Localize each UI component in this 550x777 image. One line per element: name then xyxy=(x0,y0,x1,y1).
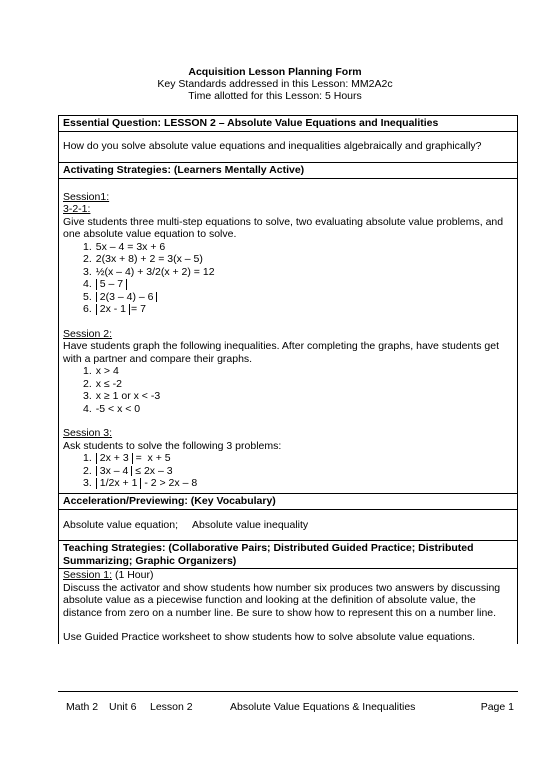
teaching-session-line xyxy=(63,569,513,582)
form-title: Acquisition Lesson Planning Form xyxy=(188,66,362,78)
table-bottom-rule xyxy=(58,691,518,692)
session2-title: Session 2: xyxy=(63,327,113,340)
lesson-table xyxy=(58,115,518,644)
time-allotted: Time allotted for this Lesson: 5 Hours xyxy=(188,90,362,102)
footer-topic: Absolute Value Equations & Inequalities xyxy=(230,701,416,713)
footer-page: Page 1 xyxy=(480,701,514,713)
list-item: 3. 1/2x + 1 - 2 > 2x – 8 xyxy=(83,477,198,489)
session3-title: Session 3: xyxy=(63,427,113,439)
list-item: 1. 5x – 4 = 3x + 6 xyxy=(83,240,166,253)
session1-title: Session1: xyxy=(63,190,110,203)
teaching-strategies-heading: Teaching Strategies: (Collaborative Pairs; Distributed Guided Practice; Distributed Summarizing; Graphic Organizers) xyxy=(59,540,517,569)
list-item: 1. x > 4 xyxy=(83,365,119,377)
key-standards: Key Standards addressed in this Lesson: MM2A2c xyxy=(157,78,393,90)
list-item: 3. x ≥ 1 or x < -3 xyxy=(83,390,161,402)
session3-list xyxy=(63,452,513,490)
list-item: 5. 2(3 – 4) – 6 xyxy=(83,291,513,304)
session1-intro: Give students three multi-step equations to solve, two evaluating absolute value problems, and one absolute value equation to solve. xyxy=(63,215,504,240)
session1-list xyxy=(63,241,513,316)
list-item: 2. 2(3x + 8) + 2 = 3(x – 5) xyxy=(83,253,203,265)
footer-unit: Unit 6 xyxy=(109,701,137,713)
activating-strategies-body xyxy=(59,179,517,493)
footer-course: Math 2 xyxy=(66,701,99,713)
essential-question-heading: Essential Question: LESSON 2 – Absolute Value Equations and Inequalities xyxy=(59,116,517,132)
footer-lesson: Lesson 2 xyxy=(150,701,193,713)
session2-list xyxy=(63,365,513,415)
teaching-session-title: Session 1: xyxy=(63,569,113,581)
key-vocabulary-text: Absolute value equation; Absolute value inequality xyxy=(63,518,309,531)
list-item: 1. 2x + 3 = x + 5 xyxy=(83,452,171,464)
session3-intro: Ask students to solve the following 3 problems: xyxy=(63,439,282,452)
essential-question-text: How do you solve absolute value equations and inequalities algebraically and graphically? xyxy=(63,140,482,152)
activating-strategies-heading: Activating Strategies: (Learners Mentally Active) xyxy=(59,162,517,179)
teaching-strategies-body xyxy=(59,569,517,644)
list-item: 4. -5 < x < 0 xyxy=(83,402,141,415)
session1-sub: 3-2-1: xyxy=(63,203,91,215)
teaching-paragraph-1: Discuss the activator and show students how number six produces two answers by discussing absolute value as a piecewise function and looking at the definition of absolute value, the distance from zero on a number line. Be sure to show how to represent this on a number line. xyxy=(63,581,501,619)
teaching-paragraph-2: Use Guided Practice worksheet to show students how to solve absolute value equations. xyxy=(63,631,476,643)
acceleration-heading: Acceleration/Previewing: (Key Vocabulary) xyxy=(59,493,517,510)
list-item: 6. 2x - 1 = 7 xyxy=(83,303,146,315)
list-item: 4. 5 – 7 xyxy=(83,278,513,291)
list-item: 3. ½(x – 4) + 3/2(x + 2) = 12 xyxy=(83,265,215,278)
session2-intro: Have students graph the following inequalities. After completing the graphs, have students get with a partner and compare their graphs. xyxy=(63,340,500,365)
list-item: 2. x ≤ -2 xyxy=(83,377,122,390)
page-footer xyxy=(66,701,516,714)
list-item: 2. 3x – 4 ≤ 2x – 3 xyxy=(83,464,173,477)
teaching-session-time: (1 Hour) xyxy=(112,569,154,581)
